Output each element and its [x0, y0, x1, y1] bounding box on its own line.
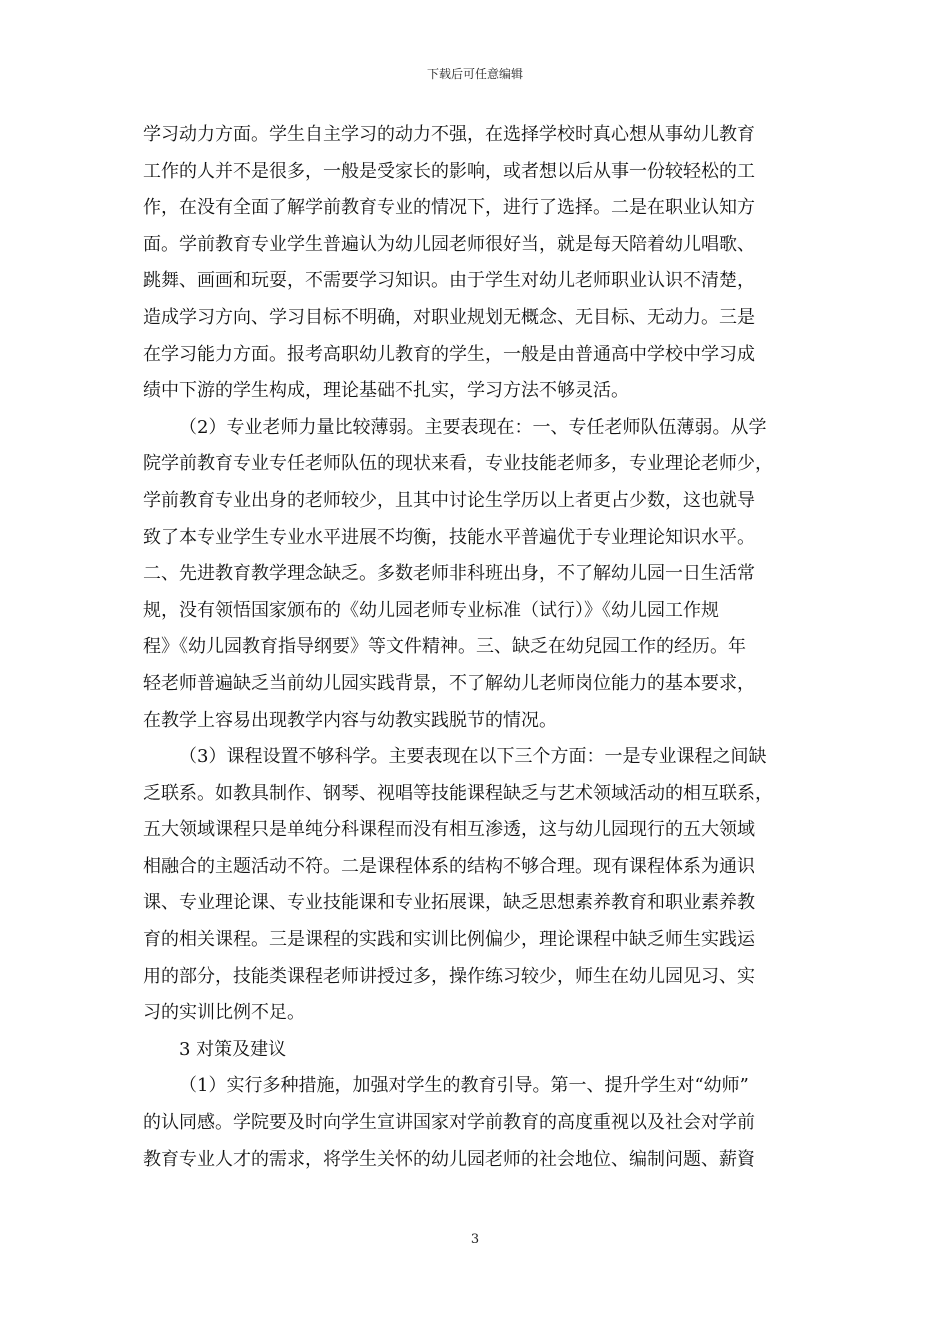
- body-line: 在学习能力方面。报考高职幼儿教育的学生，一般是由普通高中学校中学习成: [143, 343, 755, 365]
- body-line: 课、专业理论课、专业技能课和专业拓展课，缺乏思想素养教育和职业素养教: [143, 892, 755, 914]
- body-line: 五大领域课程只是单纯分科课程而没有相互渗透，这与幼儿园现行的五大领域: [143, 819, 755, 841]
- body-line: 学习动力方面。学生自主学习的动力不强，在选择学校时真心想从事幼儿教育: [143, 124, 755, 145]
- body-line: 工作的人并不是很多，一般是受家长的影响，或者想以后从事一份较轻松的工: [143, 160, 755, 182]
- document-body: [143, 117, 807, 1178]
- body-line: 致了本专业学生专业水平进展不均衡，技能水平普遍优于专业理论知识水平。: [143, 526, 755, 548]
- body-line: 相融合的主题活动不符。二是课程体系的结构不够合理。现有课程体系为通识: [143, 855, 755, 877]
- body-line: 造成学习方向、学习目标不明确，对职业规划无概念、无目标、无动力。三是: [143, 306, 755, 328]
- body-line: 学前教育专业出身的老师较少，且其中讨论生学历以上者更占少数，这也就导: [143, 489, 755, 511]
- body-line: 用的部分，技能类课程老师讲授过多，操作练习较少，师生在幼儿园见习、实: [143, 965, 755, 987]
- body-line: 在教学上容易出现教学内容与幼教实践脱节的情况。: [143, 709, 557, 731]
- body-line: 规，没有领悟国家颁布的《幼儿园老师专业标准（试行）》《幼儿园工作规: [143, 599, 719, 621]
- paragraph-start-line: （2）专业老师力量比较薄弱。主要表现在：一、专任老师队伍薄弱。从学: [179, 416, 767, 438]
- paragraph-start-line: （1）实行多种措施，加强对学生的教育引导。第一、提升学生对“幼师”: [179, 1075, 749, 1097]
- body-line: 跳舞、画画和玩耍，不需要学习知识。由于学生对幼儿老师职业认识不清楚，: [143, 270, 755, 292]
- section-heading: 3 对策及建议: [179, 1038, 287, 1060]
- body-line: 面。学前教育专业学生普遍认为幼儿园老师很好当，就是每天陪着幼儿唱歌、: [143, 233, 755, 255]
- paragraph-start-line: （3）课程设置不够科学。主要表现在以下三个方面：一是专业课程之间缺: [179, 746, 767, 768]
- body-line: 二、先进教育教学理念缺乏。多数老师非科班出身，不了解幼儿园一日生活常: [143, 563, 755, 585]
- body-line: 绩中下游的学生构成，理论基础不扎实，学习方法不够灵活。: [143, 380, 629, 402]
- body-line: 院学前教育专业专任老师队伍的现状来看，专业技能老师多，专业理论老师少，: [143, 453, 773, 475]
- page-number: 3: [470, 1232, 480, 1247]
- body-line: 作，在没有全面了解学前教育专业的情况下，进行了选择。二是在职业认知方: [143, 197, 755, 219]
- body-line: 教育专业人才的需求，将学生关怀的幼儿园老师的社会地位、编制问题、薪資: [143, 1148, 755, 1170]
- body-line: 的认同感。学院要及时向学生宣讲国家对学前教育的高度重视以及社会对学前: [143, 1112, 755, 1134]
- body-line: 轻老师普遍缺乏当前幼儿园实践背景，不了解幼儿老师岗位能力的基本要求，: [143, 672, 755, 694]
- body-line: 育的相关课程。三是课程的实践和实训比例偏少，理论课程中缺乏师生实践运: [143, 929, 755, 951]
- body-line: 习的实训比例不足。: [143, 1002, 305, 1024]
- page-header: 下载后可任意编辑: [426, 67, 523, 81]
- body-line: 程》《幼儿园教育指导纲要》等文件精神。三、缺乏在幼兒园工作的经历。年: [143, 636, 746, 658]
- body-line: 乏联系。如教具制作、钢琴、视唱等技能课程缺乏与艺术领域活动的相互联系，: [143, 782, 773, 804]
